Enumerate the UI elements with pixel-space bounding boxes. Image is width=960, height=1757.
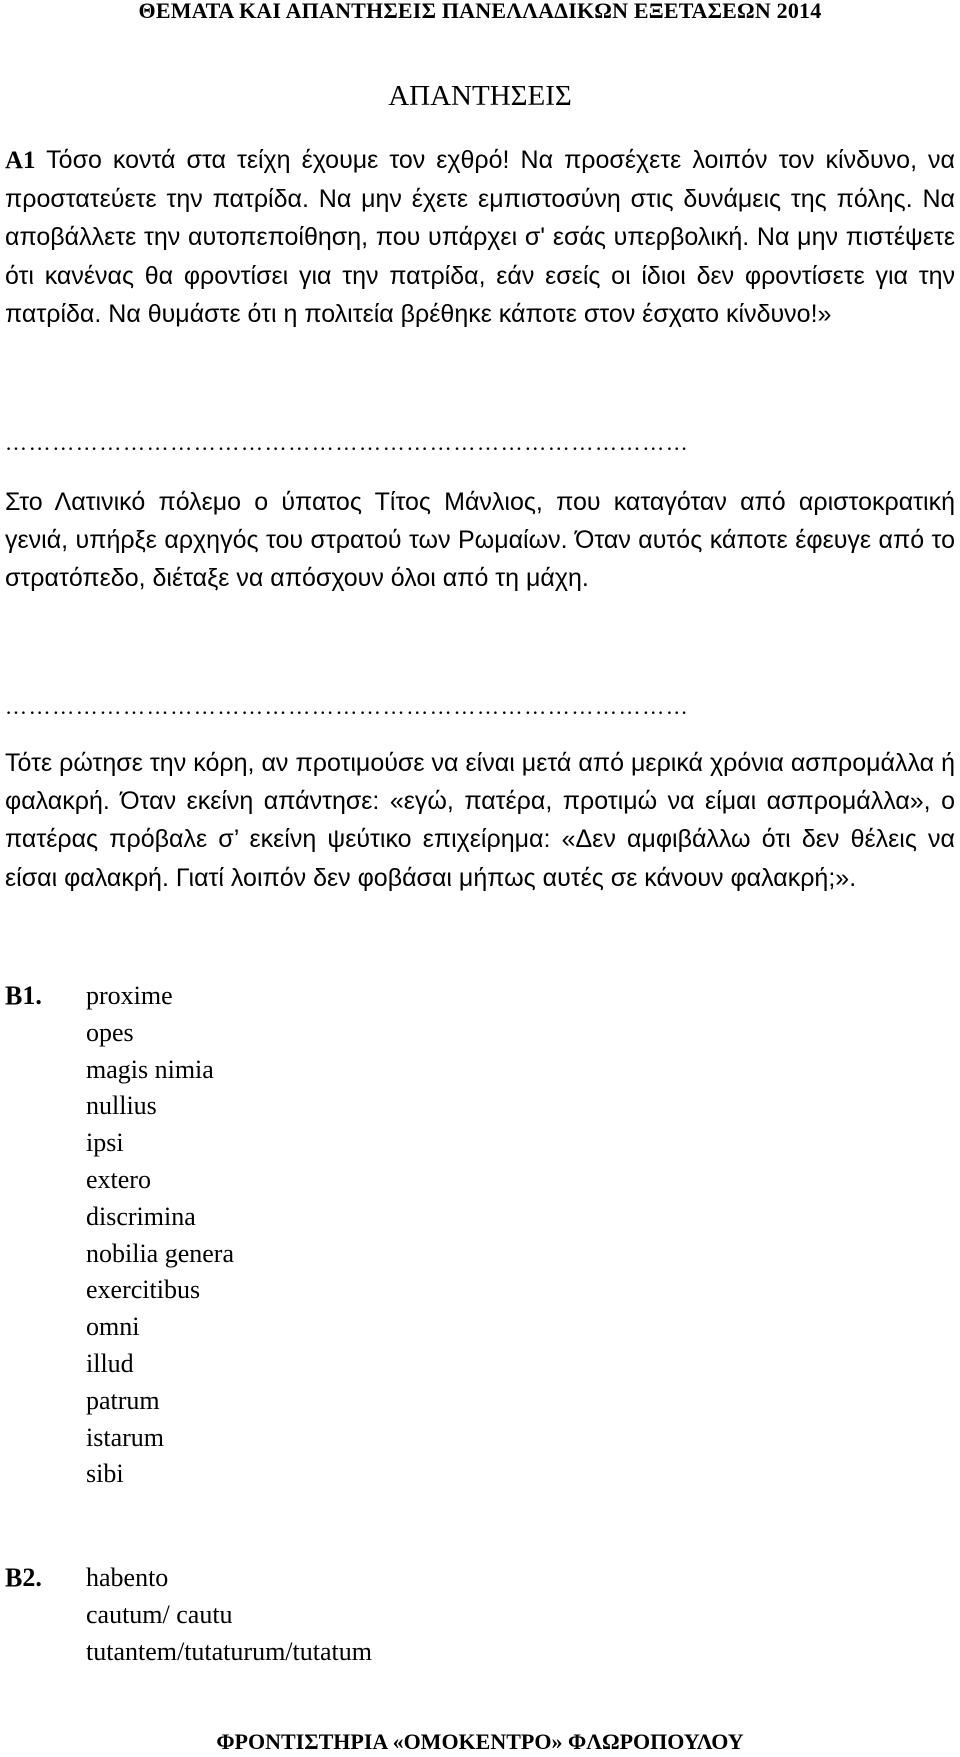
b1-label: Β1. xyxy=(5,981,42,1010)
list-item: nobilia genera xyxy=(86,1238,234,1268)
list-item: habento xyxy=(86,1563,169,1592)
list-item: nullius xyxy=(86,1091,157,1121)
b1-word-list xyxy=(86,978,234,1493)
list-item: extero xyxy=(86,1164,151,1194)
list-item: sibi xyxy=(86,1459,124,1489)
a1-paragraph-3: Τότε ρώτησε την κόρη, αν προτιμούσε να είναι μετά από μερικά χρόνια ασπρομάλλα ή φαλακρή. Όταν εκείνη απάντησε: «εγώ, πατέρα, προτιμώ να είμαι ασπρομάλλα», ο πατέρας πρόβαλε σ’ εκείνη ψεύτικο επιχείρημα: «Δεν αμφιβάλλω ότι δεν θέλεις να είσαι φαλακρή. Γιατί λοιπόν δεν φοβάσαι μήπως αυτές σε κάνουν φαλακρή;». xyxy=(5,749,955,892)
b2-label: Β2. xyxy=(5,1563,42,1592)
list-item: ipsi xyxy=(86,1128,124,1158)
section-title: ΑΠΑΝΤΗΣΕΙΣ xyxy=(388,80,572,112)
list-item: cautum/ cautu xyxy=(86,1599,233,1629)
ellipsis-separator-2: …………………………………………………………………………… xyxy=(5,695,690,719)
a1-paragraph-2: Στο Λατινικό πόλεμο ο ύπατος Τίτος Μάνλιος, που καταγόταν από αριστοκρατική γενιά, υπήρξε αρχηγός του στρατού των Ρωμαίων. Όταν αυτός κάποτε έφευγε από το στρατόπεδο, διέταξε να απόσχουν όλοι από τη μάχη. xyxy=(5,488,955,593)
list-item: omni xyxy=(86,1312,140,1342)
list-item: tutantem/tutaturum/tutatum xyxy=(86,1636,372,1666)
b2-word-list xyxy=(86,1560,372,1670)
list-item: magis nimia xyxy=(86,1054,214,1084)
a1-paragraph-1-text: Τόσο κοντά στα τείχη έχουμε τον εχθρό! Να προσέχετε λοιπόν τον κίνδυνο, να προστατεύετε την πατρίδα. Να μην έχετε εμπιστοσύνη στις δυνάμεις της πόλης. Να αποβάλλετε την αυτοπεποίθηση, που υπάρχει σ' εσάς υπερβολική. Να μην πιστέψετε ότι κανένας θα φροντίσει για την πατρίδα, εάν εσείς οι ίδιοι δεν φροντίσετε για την πατρίδα. Να θυμάστε ότι η πολιτεία βρέθηκε κάποτε στον έσχατο κίνδυνο!» xyxy=(5,146,955,328)
list-item: opes xyxy=(86,1017,134,1047)
list-item: exercitibus xyxy=(86,1275,201,1305)
a1-label: Α1 xyxy=(5,147,36,174)
list-item: illud xyxy=(86,1348,134,1378)
list-item: discrimina xyxy=(86,1201,196,1231)
page-header: ΘΕΜΑΤΑ ΚΑΙ ΑΠΑΝΤΗΣΕΙΣ ΠΑΝΕΛΛΑΔΙΚΩΝ ΕΞΕΤΑΣΕΩΝ 2014 xyxy=(138,0,822,22)
list-item: istarum xyxy=(86,1422,164,1452)
a1-paragraph-1 xyxy=(5,141,955,333)
list-item: proxime xyxy=(86,981,173,1010)
list-item: patrum xyxy=(86,1385,160,1415)
ellipsis-separator-1: …………………………………………………………………………… xyxy=(5,431,690,455)
page-footer: ΦΡΟΝΤΙΣΤΗΡΙΑ «ΟΜΟΚΕΝΤΡΟ» ΦΛΩΡΟΠΟΥΛΟΥ xyxy=(216,1729,744,1754)
